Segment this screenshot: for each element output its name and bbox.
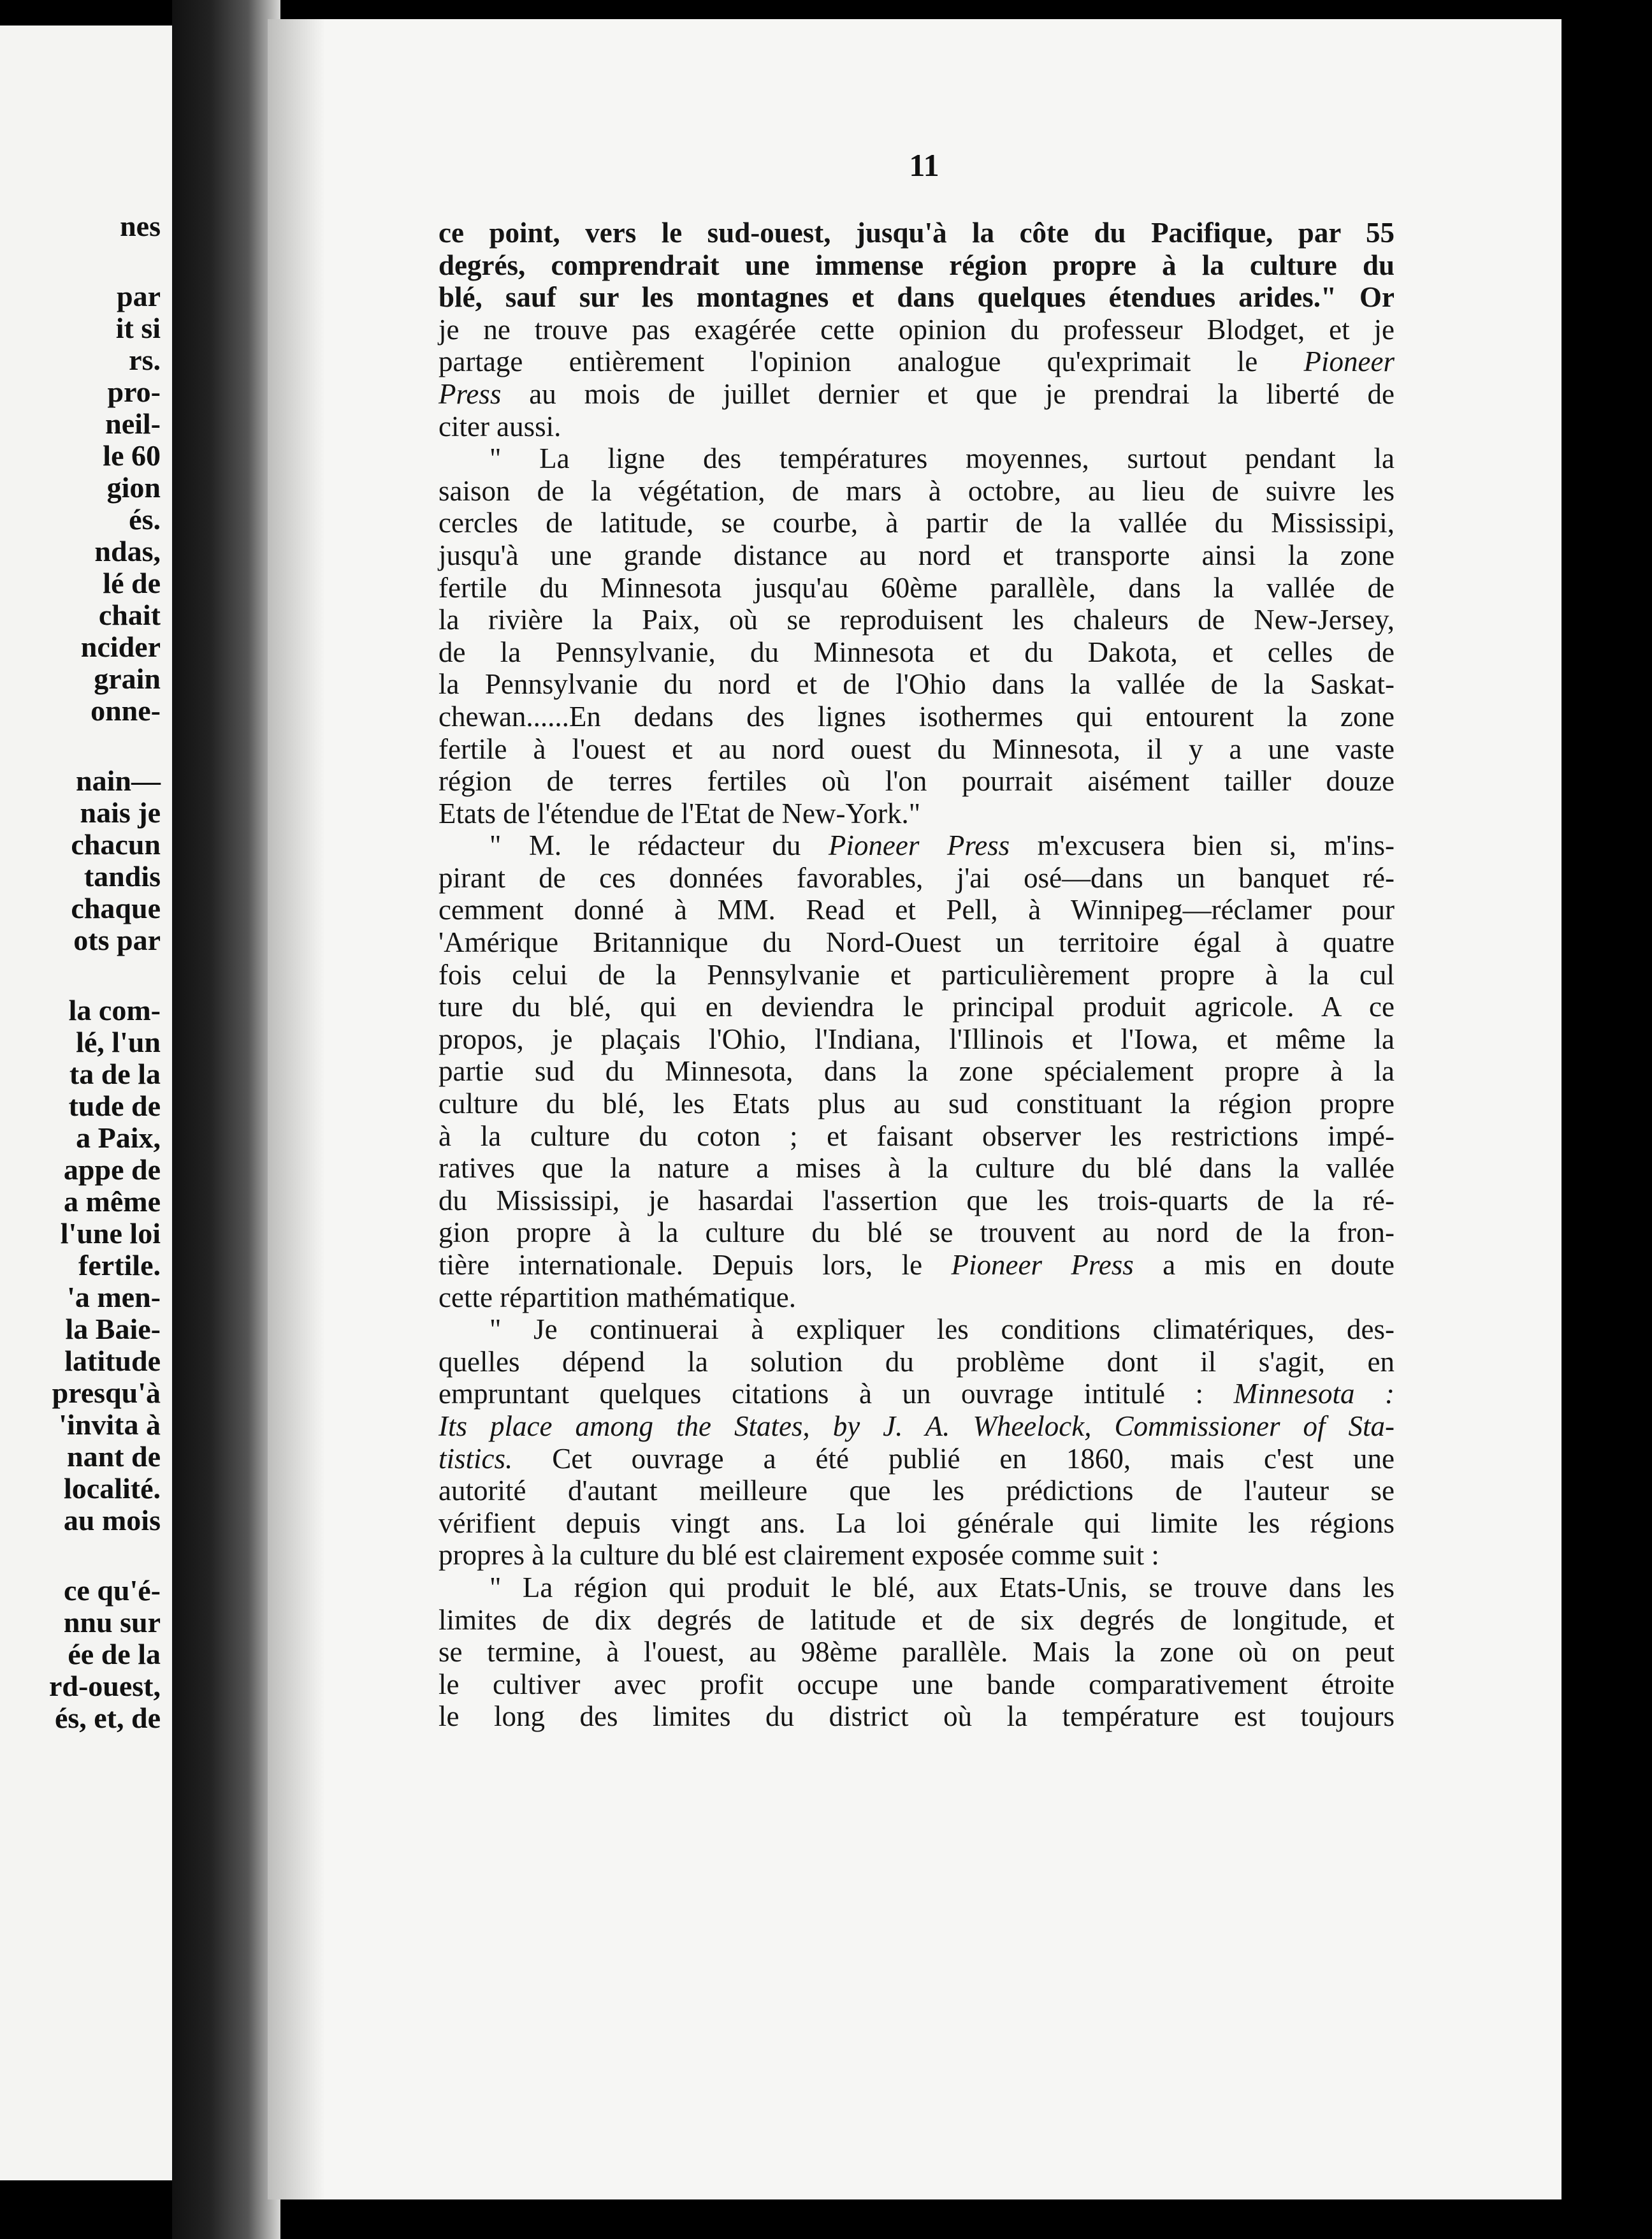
text-run: le cultiver avec profit occupe une bande comparativement étroite [438,1668,1395,1700]
text-run: fertile du Minnesota jusqu'au 60ème parallèle, dans la vallée de [438,571,1395,604]
facing-page-line: és, et, de [54,1702,161,1734]
text-line [438,1410,1395,1443]
facing-page-line: rs. [129,344,161,376]
text-line [438,668,1395,701]
text-run: autorité d'autant meilleure que les prédictions de l'auteur se [438,1475,1395,1507]
italic-text: Pioneer Press [951,1249,1134,1281]
facing-page-line: au mois [63,1504,161,1536]
text-line [438,249,1395,282]
text-run: " La région qui produit le blé, aux Etats-Unis, se trouve dans les [489,1571,1395,1603]
text-run: cette répartition mathématique. [438,1281,797,1313]
text-run: partie sud du Minnesota, dans la zone spécialement propre à la [438,1055,1395,1088]
text-run: je ne trouve pas exagérée cette opinion du professeur Blodget, et je [438,313,1395,346]
text-line [438,1023,1395,1056]
text-line [438,1088,1395,1120]
text-line [438,1636,1395,1668]
text-run: cemment donné à MM. Read et Pell, à Winnipeg—réclamer pour [438,894,1395,926]
text-run: empruntant quelques citations à un ouvrage intitulé : [438,1378,1234,1410]
text-run: région de terres fertiles où l'on pourrait aisément tailler douze [438,765,1395,798]
text-run: la Pennsylvanie du nord et de l'Ohio dans la vallée de la Saskat- [438,668,1395,701]
text-run: du Mississipi, je hasardai l'assertion que les trois-quarts de la ré- [438,1184,1395,1216]
facing-page-line: a même [64,1185,161,1218]
body-text [438,217,1395,1733]
facing-page-line: nain— [76,764,161,797]
text-line [438,1185,1395,1217]
text-line [438,378,1395,411]
text-line [438,1443,1395,1475]
text-run: ture du blé, qui en deviendra le principal produit agricole. A ce [438,991,1395,1023]
text-line [438,604,1395,636]
text-run: propos, je plaçais l'Ohio, l'Indiana, l'Illinois et l'Iowa, et même la [438,1023,1395,1055]
facing-page-line: ta de la [69,1058,161,1090]
text-run: 'Amérique Britannique du Nord-Ouest un territoire égal à quatre [438,926,1395,959]
facing-page-line: l'une loi [60,1217,161,1250]
facing-page-line: tandis [83,860,161,893]
book-gutter-shadow [172,0,280,2239]
text-run: " M. le rédacteur du [489,829,829,862]
text-line [438,572,1395,604]
text-run: a mis en doute [1133,1249,1395,1281]
text-run: " La ligne des températures moyennes, surtout pendant la [489,442,1395,475]
italic-text: Its place among the States, by J. A. Wheelock, Commissioner of Sta- [438,1410,1395,1442]
italic-text: Pioneer [1303,346,1395,378]
text-run: se termine, à l'ouest, au 98ème parallèle. Mais la zone où on peut [438,1636,1395,1668]
text-run: Etats de l'étendue de l'Etat de New-York." [438,797,921,829]
facing-page-line: ots par [73,924,161,956]
text-run: pirant de ces données favorables, j'ai osé—dans un banquet ré- [438,861,1395,894]
text-run: " Je continuerai à expliquer les conditions climatériques, des- [489,1313,1395,1346]
text-run: gion propre à la culture du blé se trouvent au nord de la fron- [438,1216,1395,1249]
text-line [438,1313,1395,1346]
facing-page-line: lé, l'un [76,1026,161,1058]
text-line [438,1475,1395,1507]
text-run: m'excusera bien si, m'ins- [1010,829,1395,862]
facing-page-line: par [117,280,161,312]
text-run: le long des limites du district où la température est toujours [438,1700,1395,1733]
text-line [438,539,1395,572]
facing-page-line: appe de [63,1153,161,1186]
text-run: ratives que la nature a mises à la culture du blé dans la vallée [438,1152,1395,1185]
text-line [438,346,1395,378]
text-run: degrés, comprendrait une immense région propre à la culture du [438,249,1395,281]
text-run: citer aussi. [438,410,562,442]
text-run: quelles dépend la solution du problème dont il s'agit, en [438,1345,1395,1378]
text-run: la rivière la Paix, où se reproduisent les chaleurs de New-Jersey, [438,604,1395,636]
facing-page-line: grain [94,662,161,695]
text-run: jusqu'à une grande distance au nord et transporte ainsi la zone [438,539,1395,571]
text-line [438,829,1395,862]
facing-page-line: pro- [107,376,161,408]
text-run: ce point, vers le sud-ouest, jusqu'à la côte du Pacifique, par 55 [438,217,1395,249]
text-run: tière internationale. Depuis lors, le [438,1249,952,1281]
text-line [438,1055,1395,1088]
facing-page-line: la com- [68,994,161,1026]
text-run: de la Pennsylvanie, du Minnesota et du Dakota, et celles de [438,636,1395,668]
text-line [438,765,1395,798]
facing-page-line: gion [106,471,161,504]
text-run: au mois de juillet dernier et que je prendrai la liberté de [501,377,1395,410]
text-line [438,442,1395,475]
facing-page-line: ncider [80,631,161,663]
facing-page-line: chaque [71,892,161,924]
facing-page-line: ée de la [68,1638,161,1670]
facing-page-line: 'a men- [67,1281,161,1313]
text-line [438,1539,1395,1572]
facing-page-line: fertile. [78,1249,161,1281]
text-run: limites de dix degrés de latitude et de six degrés de longitude, et [438,1603,1395,1636]
text-line [438,636,1395,669]
text-line [438,1378,1395,1410]
facing-page-line: la Baie- [65,1313,161,1345]
text-line [438,926,1395,959]
facing-page-line: chait [98,599,161,631]
text-line [438,1281,1395,1314]
text-line [438,1249,1395,1281]
text-line [438,411,1395,443]
text-line [438,507,1395,539]
text-line [438,733,1395,766]
text-line [438,798,1395,830]
text-line [438,281,1395,314]
text-line [438,1604,1395,1637]
text-line [438,1700,1395,1733]
facing-page-line: nnu sur [63,1606,161,1638]
text-run: chewan......En dedans des lignes isothermes qui entourent la zone [438,700,1395,733]
facing-page-line: 'invita à [59,1408,161,1441]
text-run: vérifient depuis vingt ans. La loi générale qui limite les régions [438,1506,1395,1539]
facing-page-line: rd-ouest, [48,1670,161,1702]
facing-page-line: latitude [64,1345,161,1377]
text-run: fertile à l'ouest et au nord ouest du Minnesota, il y a une vaste [438,733,1395,765]
text-line [438,1668,1395,1701]
text-line [438,1346,1395,1378]
facing-page-line: neil- [105,407,161,440]
text-line [438,314,1395,346]
facing-page-line: it si [115,312,161,344]
text-run: fois celui de la Pennsylvanie et particulièrement propre à la cul [438,958,1395,991]
italic-text: tistics. [438,1442,513,1475]
text-line [438,1216,1395,1249]
facing-page-line: ndas, [94,535,161,567]
facing-page-line: nant de [67,1440,161,1473]
text-line [438,475,1395,507]
italic-text: Minnesota : [1233,1378,1395,1410]
facing-page-line: a Paix, [76,1121,161,1154]
main-page [268,19,1561,2199]
facing-page-line: presqu'à [52,1376,161,1409]
text-line [438,1152,1395,1185]
page-number: 11 [909,147,939,183]
facing-page-line: localité. [64,1472,161,1505]
facing-page-line: és. [129,503,161,536]
text-line [438,1572,1395,1604]
facing-page-line: ce qu'é- [63,1574,161,1607]
text-line [438,701,1395,733]
facing-page-line: lé de [103,567,161,599]
text-line [438,217,1395,249]
text-line [438,894,1395,926]
text-run: Cet ouvrage a été publié en 1860, mais c'est une [512,1442,1395,1475]
text-line [438,959,1395,991]
facing-page-line: chacun [71,828,161,861]
text-run: à la culture du coton ; et faisant observer les restrictions impé- [438,1120,1395,1152]
text-line [438,991,1395,1023]
text-run: blé, sauf sur les montagnes et dans quelques étendues arides." Or [438,281,1395,314]
text-run: propres à la culture du blé est clairement exposée comme suit : [438,1539,1159,1572]
facing-page-line: tude de [68,1090,161,1122]
facing-page-line: onne- [91,694,161,727]
facing-page-fragment [0,26,172,2180]
text-line [438,1120,1395,1153]
text-run: culture du blé, les Etats plus au sud constituant la région propre [438,1088,1395,1120]
italic-text: Press [438,377,502,410]
text-run: partage entièrement l'opinion analogue qu'exprimait le [438,346,1304,378]
italic-text: Pioneer Press [828,829,1010,862]
facing-page-line: nais je [80,796,161,829]
text-run: saison de la végétation, de mars à octobre, au lieu de suivre les [438,474,1395,507]
facing-page-line: le 60 [103,439,161,472]
text-run: cercles de latitude, se courbe, à partir de la vallée du Mississipi, [438,507,1395,539]
facing-page-line: nes [120,210,161,242]
text-line [438,862,1395,894]
text-line [438,1507,1395,1540]
